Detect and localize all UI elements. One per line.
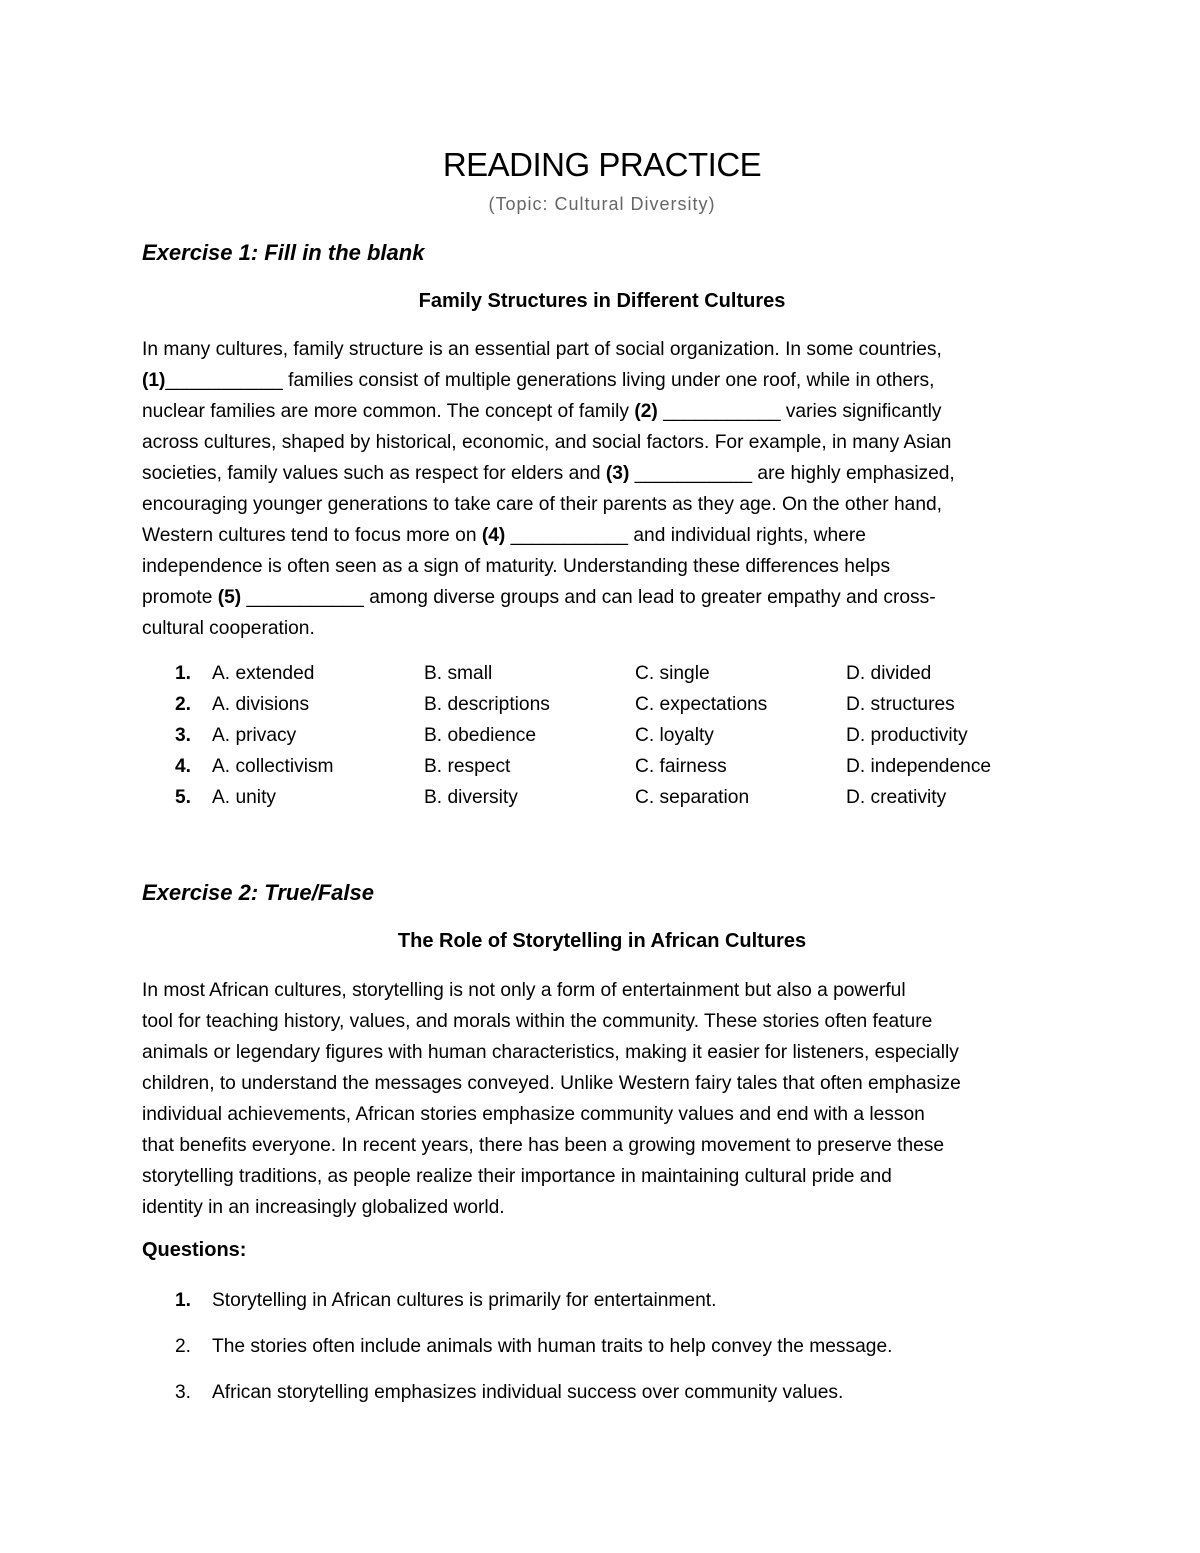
question-item <box>142 1285 1062 1331</box>
question-number: 1. <box>175 1290 192 1311</box>
option-d: D. independence <box>846 756 992 777</box>
option-row <box>142 782 1062 813</box>
passage-line: In most African cultures, storytelling is not only a form of entertainment but also a powerful <box>142 980 906 1001</box>
option-c: C. fairness <box>635 756 727 777</box>
passage-line: across cultures, shaped by historical, economic, and social factors. For example, in many Asian <box>142 432 952 453</box>
blank-number: (4) <box>481 525 506 546</box>
passage-line: Western cultures tend to focus more on (4) ___________ and individual rights, where <box>142 525 866 546</box>
passage-line: identity in an increasingly globalized world. <box>142 1197 505 1218</box>
option-c: C. loyalty <box>635 725 714 746</box>
option-number: 3. <box>175 725 192 746</box>
exercise-2-heading: Exercise 2: True/False <box>142 880 374 905</box>
option-a: A. collectivism <box>212 756 334 777</box>
blank-number: (5) <box>217 587 242 608</box>
option-b: B. diversity <box>424 787 518 808</box>
passage-line: that benefits everyone. In recent years, there has been a growing movement to preserve these <box>142 1135 945 1156</box>
question-text: Storytelling in African cultures is primarily for entertainment. <box>212 1290 717 1311</box>
answer-options-list <box>142 658 1062 813</box>
option-b: B. respect <box>424 756 511 777</box>
option-d: D. productivity <box>846 725 968 746</box>
option-a: A. unity <box>212 787 276 808</box>
passage-line: individual achievements, African stories emphasize community values and end with a lesson <box>142 1104 925 1125</box>
option-a: A. privacy <box>212 725 297 746</box>
passage-line: encouraging younger generations to take care of their parents as they age. On the other hand, <box>142 494 943 515</box>
exercise-1-heading: Exercise 1: Fill in the blank <box>142 240 425 265</box>
option-d: D. creativity <box>846 787 947 808</box>
passage-line: nuclear families are more common. The concept of family (2) ___________ varies significantly <box>142 401 942 422</box>
blank-number: (1) <box>142 370 166 391</box>
option-b: B. obedience <box>424 725 537 746</box>
passage-line: storytelling traditions, as people realize their importance in maintaining cultural pride and <box>142 1166 892 1187</box>
option-c: C. separation <box>635 787 750 808</box>
question-item <box>142 1331 1062 1377</box>
exercise-2-passage-title: The Role of Storytelling in African Cultures <box>397 930 807 952</box>
option-d: D. divided <box>846 663 932 684</box>
option-row <box>142 751 1062 782</box>
passage-line: animals or legendary figures with human characteristics, making it easier for listeners, especially <box>142 1042 959 1063</box>
questions-list <box>142 1285 1062 1423</box>
option-a: A. extended <box>212 663 315 684</box>
option-b: B. small <box>424 663 493 684</box>
exercise-1-passage <box>142 334 1062 644</box>
passage-line: (1)___________ families consist of multiple generations living under one roof, while in others, <box>142 370 935 391</box>
option-number: 5. <box>175 787 192 808</box>
passage-line: tool for teaching history, values, and morals within the community. These stories often feature <box>142 1011 933 1032</box>
questions-label: Questions: <box>142 1239 247 1261</box>
question-number: 3. <box>175 1382 192 1403</box>
option-row <box>142 658 1062 689</box>
page-subtitle: (Topic: Cultural Diversity) <box>488 194 716 214</box>
question-text: The stories often include animals with human traits to help convey the message. <box>212 1336 893 1357</box>
passage-line: promote (5) ___________ among diverse groups and can lead to greater empathy and cross- <box>142 587 936 608</box>
passage-line: children, to understand the messages conveyed. Unlike Western fairy tales that often emphasize <box>142 1073 961 1094</box>
option-row <box>142 720 1062 751</box>
option-number: 1. <box>175 663 192 684</box>
option-d: D. structures <box>846 694 955 715</box>
page-title: READING PRACTICE <box>442 146 762 183</box>
blank-number: (3) <box>605 463 630 484</box>
exercise-1-passage-title: Family Structures in Different Cultures <box>418 290 786 312</box>
passage-line: In many cultures, family structure is an essential part of social organization. In some countries, <box>142 339 942 360</box>
blank-number: (2) <box>634 401 658 422</box>
option-c: C. expectations <box>635 694 768 715</box>
option-c: C. single <box>635 663 710 684</box>
passage-line: independence is often seen as a sign of maturity. Understanding these differences helps <box>142 556 891 577</box>
passage-line: cultural cooperation. <box>142 618 315 639</box>
question-number: 2. <box>175 1336 192 1357</box>
passage-line: societies, family values such as respect for elders and (3) ___________ are highly emphasized, <box>142 463 955 484</box>
option-number: 4. <box>175 756 192 777</box>
option-a: A. divisions <box>212 694 310 715</box>
option-b: B. descriptions <box>424 694 550 715</box>
question-text: African storytelling emphasizes individual success over community values. <box>212 1382 844 1403</box>
option-row <box>142 689 1062 720</box>
option-number: 2. <box>175 694 192 715</box>
question-item <box>142 1377 1062 1423</box>
exercise-2-passage <box>142 975 1062 1223</box>
